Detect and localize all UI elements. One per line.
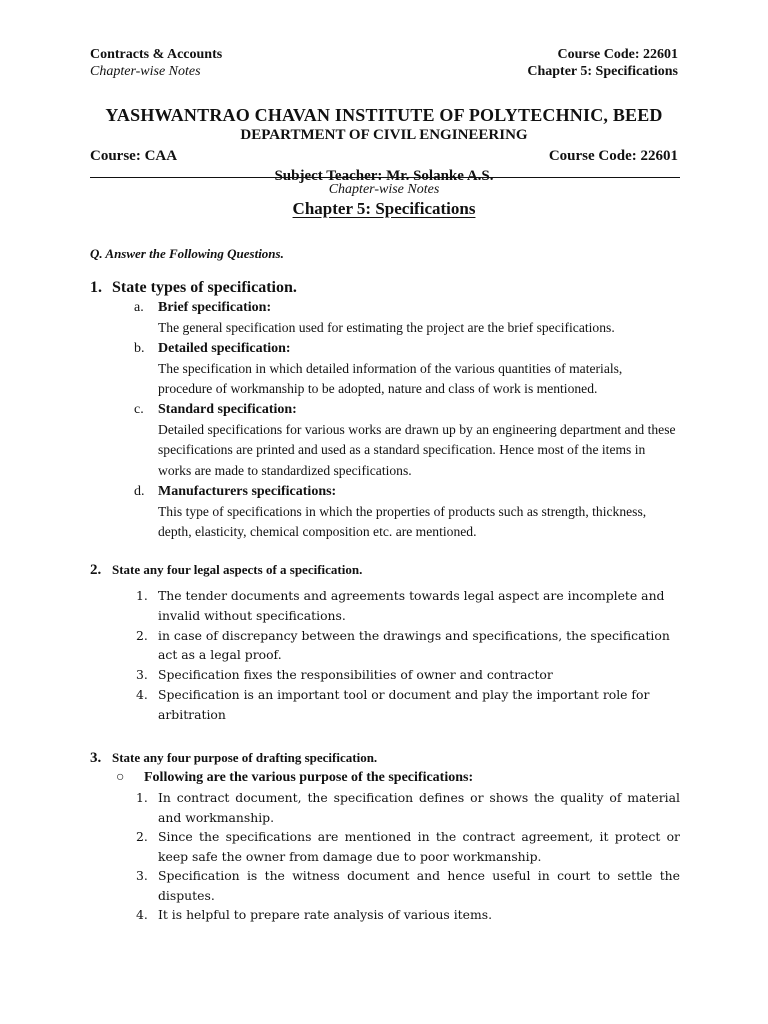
item-number: 4. bbox=[136, 687, 148, 703]
chapter-title-text: Chapter 5: Specifications bbox=[292, 199, 476, 218]
notes-label: Chapter-wise Notes bbox=[328, 182, 440, 197]
item-label: b. bbox=[134, 340, 145, 356]
institute-name: YASHWANTRAO CHAVAN INSTITUTE OF POLYTECHNIC, BEED bbox=[105, 105, 663, 125]
list-item bbox=[90, 400, 690, 482]
purpose-list bbox=[90, 788, 690, 925]
item-label: a. bbox=[134, 300, 144, 315]
purpose-intro-text: Following are the various purpose of the specifications: bbox=[144, 770, 474, 785]
item-term: Brief specification: bbox=[158, 300, 272, 315]
question-2-number: 2. bbox=[90, 562, 102, 578]
list-item bbox=[90, 298, 690, 339]
legal-aspects-list bbox=[90, 586, 690, 724]
running-header bbox=[90, 46, 678, 80]
list-item bbox=[90, 685, 690, 724]
course-name: Course: CAA bbox=[90, 148, 178, 164]
purpose-intro bbox=[90, 768, 690, 788]
header-divider bbox=[90, 177, 680, 178]
list-item bbox=[90, 866, 690, 905]
item-text: It is helpful to prepare rate analysis of various items. bbox=[158, 907, 493, 922]
item-description: Detailed specifications for various works are drawn up by an engineering department and these specifications are printed and used as a standard specification. Hence most of the items in works are made to standardized specifications. bbox=[158, 421, 676, 478]
header-right-subtitle: Chapter 5: Specifications bbox=[527, 64, 678, 79]
list-item bbox=[90, 339, 690, 400]
question-1-number: 1. bbox=[90, 279, 102, 296]
item-label: c. bbox=[134, 401, 144, 417]
instruction-line: Q. Answer the Following Questions. bbox=[90, 246, 284, 261]
list-item bbox=[90, 905, 690, 925]
item-number: 3. bbox=[136, 868, 148, 883]
item-text: Specification is an important tool or document and play the important role for arbitration bbox=[158, 687, 650, 722]
item-text: Specification is the witness document and hence useful in court to settle the disputes. bbox=[158, 868, 680, 903]
question-2-title bbox=[90, 560, 690, 580]
question-1-text: State types of specification. bbox=[112, 279, 297, 296]
list-item bbox=[90, 665, 690, 685]
subject-teacher: Subject Teacher: Mr. Solanke A.S. bbox=[274, 168, 494, 184]
item-number: 2. bbox=[136, 627, 148, 643]
header-right-title: Course Code: 22601 bbox=[557, 47, 678, 62]
hollow-bullet-icon: ○ bbox=[116, 770, 125, 785]
question-3-title bbox=[90, 748, 690, 768]
header-left-subtitle: Chapter-wise Notes bbox=[90, 64, 201, 79]
question-2 bbox=[90, 560, 690, 725]
list-item bbox=[90, 586, 690, 625]
list-item bbox=[90, 626, 690, 665]
item-text: In contract document, the specification defines or shows the quality of material and workmanship. bbox=[158, 790, 680, 825]
list-item bbox=[90, 788, 690, 827]
item-description: The general specification used for estimating the project are the brief specifications. bbox=[158, 320, 615, 335]
item-term: Standard specification: bbox=[158, 401, 297, 417]
header-left-title: Contracts & Accounts bbox=[90, 47, 223, 62]
item-number: 1. bbox=[136, 588, 148, 603]
department-name: DEPARTMENT OF CIVIL ENGINEERING bbox=[240, 127, 528, 143]
item-description: The specification in which detailed information of the various quantities of materials, procedure of workmanship to be adopted, nature and class of work is mentioned. bbox=[158, 360, 623, 397]
list-item bbox=[90, 827, 690, 866]
item-description: This type of specifications in which the properties of products such as strength, thickness, depth, elasticity, chemical composition etc. are mentioned. bbox=[158, 503, 647, 540]
question-3-text: State any four purpose of drafting specification. bbox=[112, 750, 378, 765]
item-label: d. bbox=[134, 483, 145, 499]
question-3 bbox=[90, 748, 690, 925]
list-item bbox=[90, 482, 690, 543]
institute-header bbox=[90, 104, 678, 186]
item-text: Specification fixes the responsibilities of owner and contractor bbox=[158, 667, 553, 683]
item-text: The tender documents and agreements towards legal aspect are incomplete and invalid without specifications. bbox=[158, 588, 665, 623]
item-term: Manufacturers specifications: bbox=[158, 483, 337, 499]
item-text: in case of discrepancy between the drawings and specifications, the specification act as a legal proof. bbox=[158, 627, 670, 663]
item-number: 3. bbox=[136, 667, 148, 683]
item-number: 2. bbox=[136, 829, 148, 844]
question-3-number: 3. bbox=[90, 750, 102, 766]
item-text: Since the specifications are mentioned in the contract agreement, it protect or keep safe the owner from damage due to poor workmanship. bbox=[158, 829, 680, 864]
question-1-title bbox=[90, 278, 690, 298]
course-code: Course Code: 22601 bbox=[548, 148, 678, 164]
specification-types-list bbox=[90, 298, 690, 543]
item-number: 4. bbox=[136, 907, 148, 922]
question-1 bbox=[90, 278, 690, 543]
question-2-text: State any four legal aspects of a specification. bbox=[112, 562, 363, 577]
chapter-title bbox=[0, 198, 768, 220]
item-term: Detailed specification: bbox=[158, 340, 291, 356]
item-number: 1. bbox=[136, 790, 148, 805]
